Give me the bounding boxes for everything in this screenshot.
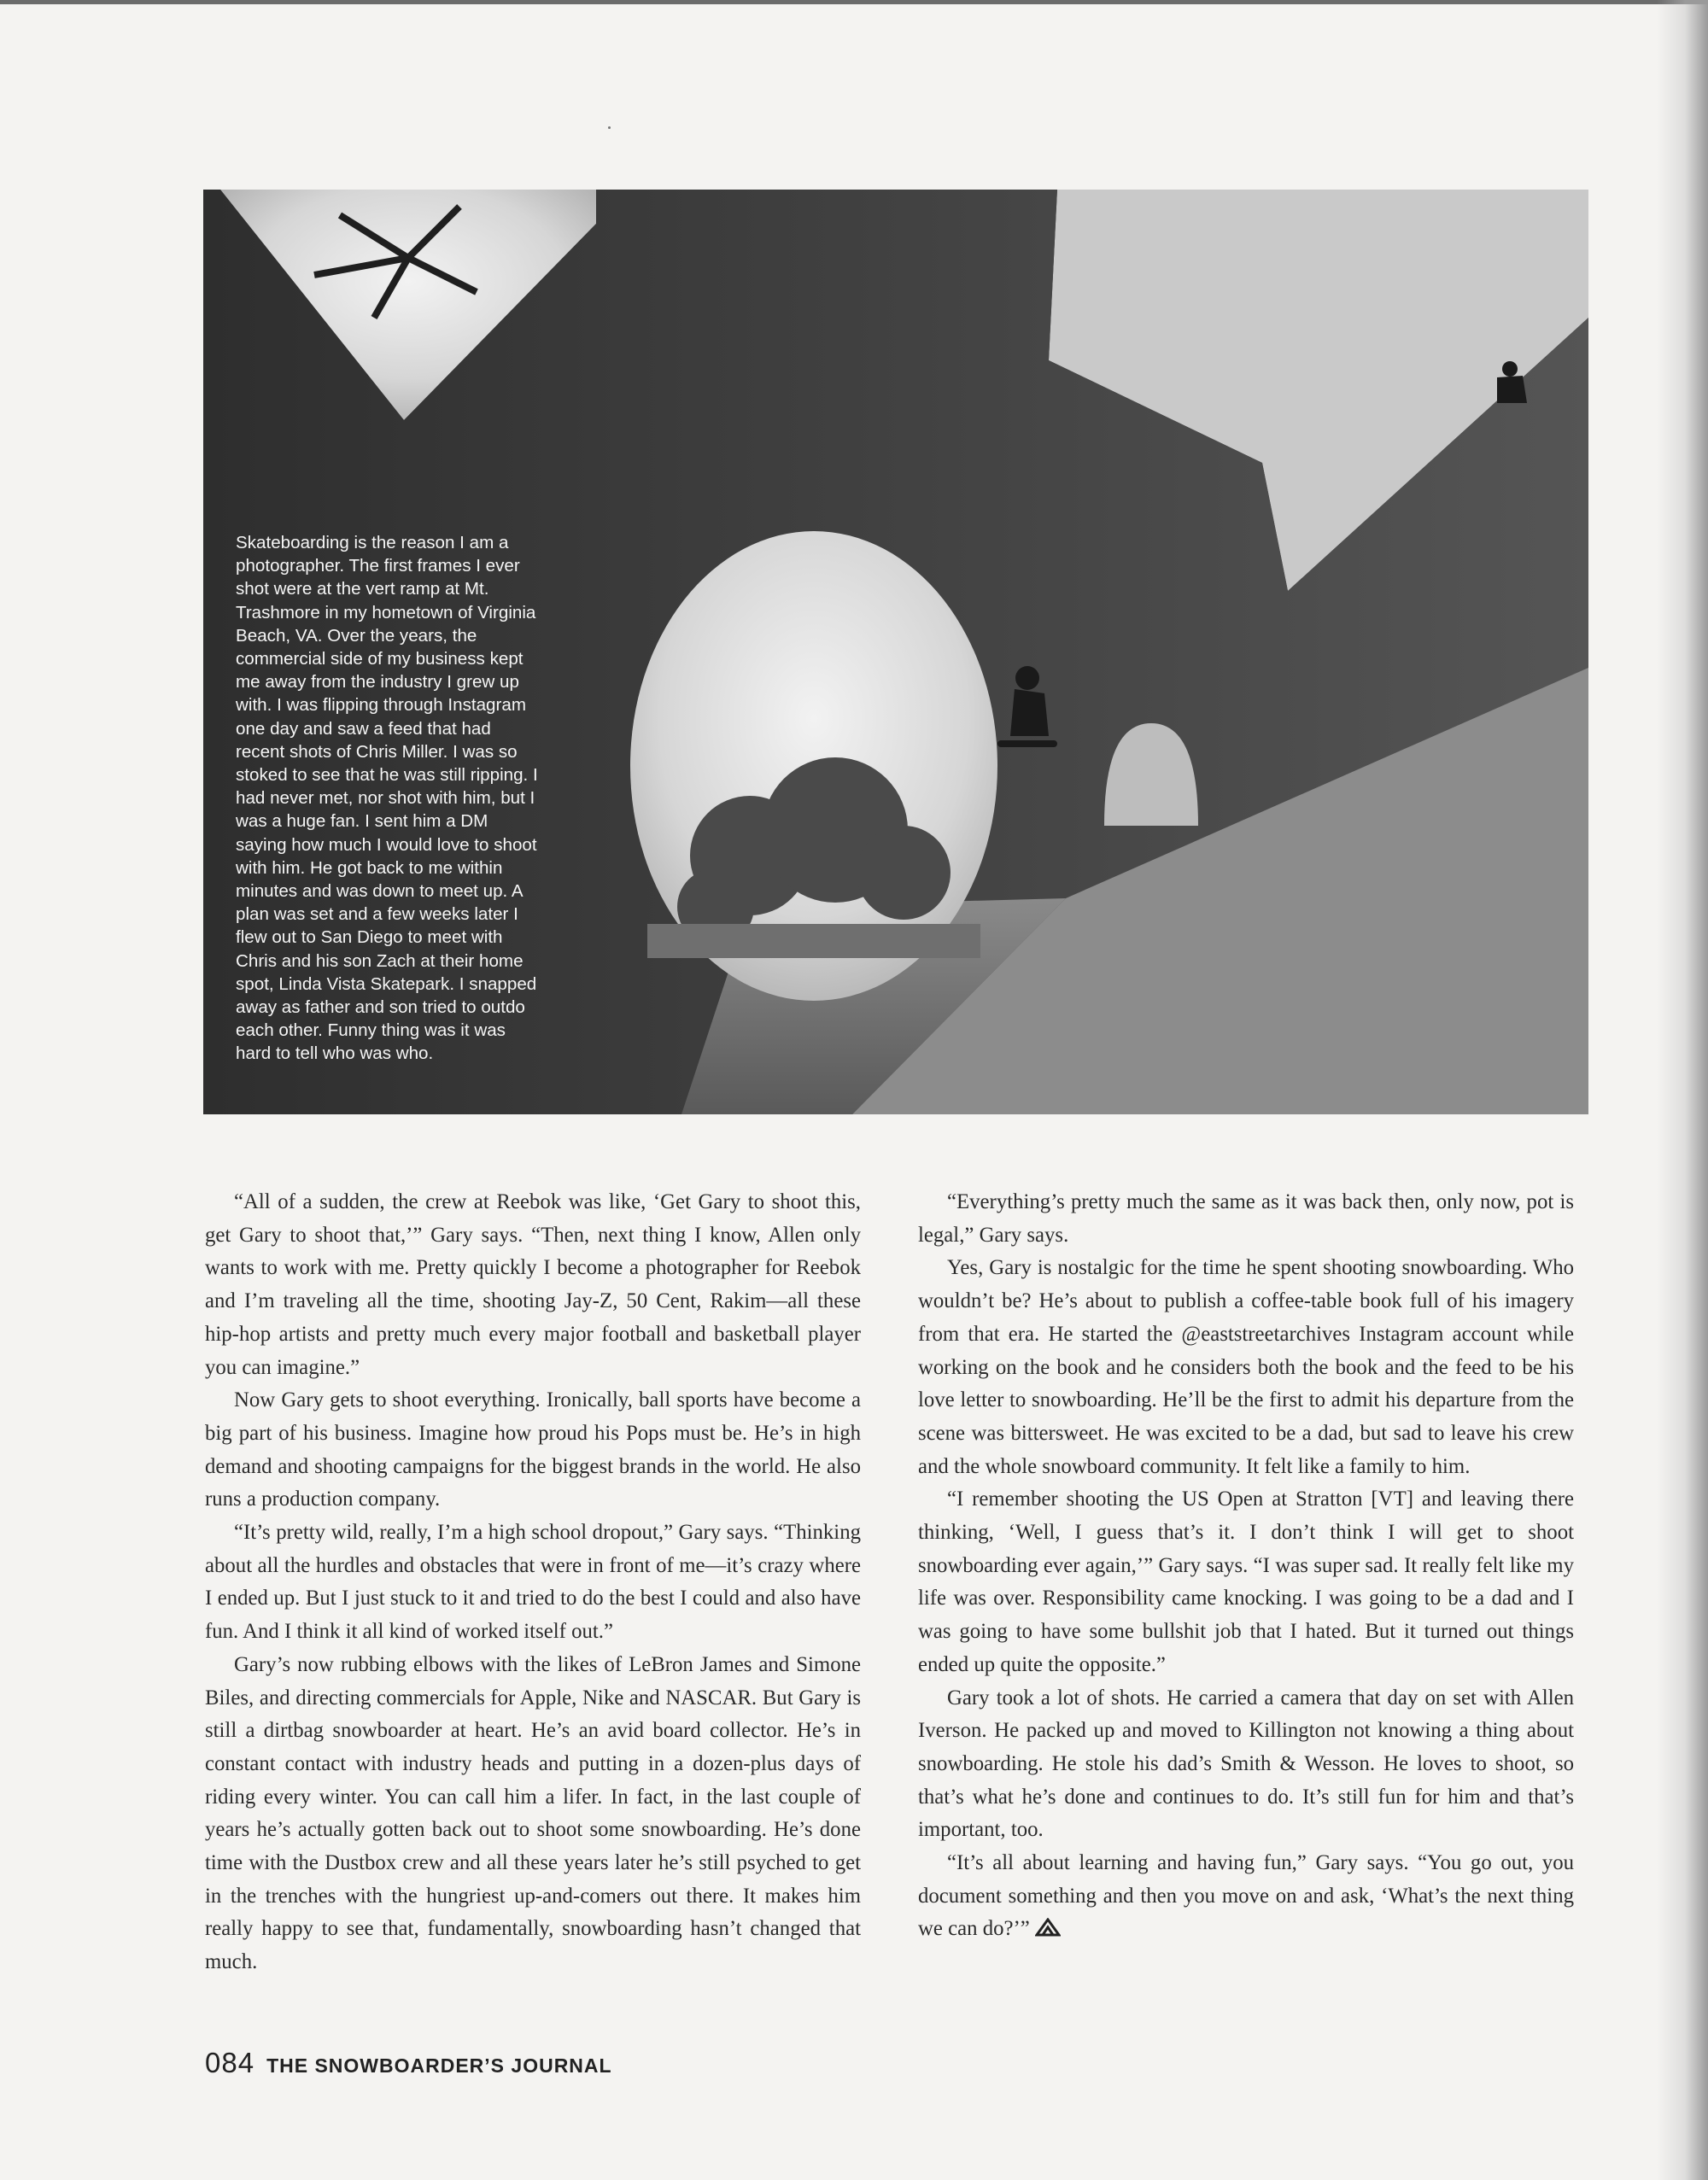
paragraph-text: “It’s all about learning and having fun,” Gary says. “You go out, you document something and then you move on and ask, ‘What’s the next thing we can do?’” [918,1851,1574,1941]
mountain-logo-icon [1035,1918,1061,1937]
photo-caption [236,531,543,1066]
paragraph: “All of a sudden, the crew at Reebok was like, ‘Get Gary to shoot this, get Gary to shoot that,’” Gary says. “Then, next thing I know, Allen only wants to work with me. Pretty quickly I become a photographer for Reebok and I’m traveling all the time, shooting Jay-Z, 50 Cent, Rakim—all these hip-hop artists and pretty much every major football and basketball player you can imagine.” [205,1190,861,1379]
paragraph: “It’s pretty wild, really, I’m a high school dropout,” Gary says. “Thinking about all the hurdles and obstacles that were in front of me—it’s crazy where I ended up. But I just stuck to it and tried to do the best I could and also have fun. And I think it all kind of worked itself out.” [205,1521,861,1644]
page-number: 084 [205,2047,255,2078]
paragraph: Yes, Gary is nostalgic for the time he spent shooting snowboarding. Who wouldn’t be? He’s about to publish a coffee-table book full of his imagery from that era. He started the @eaststreetarchives Instagram account while working on the book and he considers both the book and the feed to be his love letter to snowboarding. He’ll be the first to admit his departure from the scene was bittersweet. He was excited to be a dad, but sad to leave his crew and the whole snowboard community. It felt like a family to him. [918,1256,1574,1478]
skatepark-photo [203,190,1588,1114]
caption-text: Skateboarding is the reason I am a photographer. The first frames I ever shot were at the vert ramp at Mt. Trashmore in my hometown of Virginia Beach, VA. Over the years, the commercial side of my business kept me away from the industry I grew up with. I was flipping through Instagram one day and saw a feed that had recent shots of Chris Miller. I was so stoked to see that he was still ripping. I had never met, nor shot with him, but I was a huge fan. I sent him a DM saying how much I would love to shoot with him. He got back to me within minutes and was down to meet up. A plan was set and a few weeks later I flew out to San Diego to meet with Chris and his son Zach at their home spot, Linda Vista Skatepark. I snapped away as father and son tried to outdo each other. Funny thing was it was hard to tell who was who. [236,533,538,1064]
page-footer [205,2047,612,2079]
last-paragraph [918,1847,1574,1946]
paragraph: Gary took a lot of shots. He carried a camera that day on set with Allen Iverson. He packed up and moved to Killington not knowing a thing about snowboarding. He stole his dad’s Smith & Wesson. He loves to shoot, so that’s what he’s done and continues to do. It’s still fun for him and that’s important, too. [918,1686,1574,1842]
top-edge-rule [0,0,1708,4]
article-right-column [918,1186,1574,1946]
paragraph: Gary’s now rubbing elbows with the likes of LeBron James and Simone Biles, and directing commercials for Apple, Nike and NASCAR. But Gary is still a dirtbag snowboarder at heart. He’s an avid board collector. He’s in constant contact with industry heads and putting in a dozen-plus days of riding every winter. You can call him a lifer. In fact, in the last couple of years he’s actually gotten back out to shoot some snowboarding. He’s done time with the Dustbox crew and all these years later he’s still psyched to get in the trenches with the hungriest up-and-comers out there. It makes him really happy to see that, fundamentally, snowboarding hasn’t changed that much. [205,1652,861,1974]
print-speck [608,126,611,129]
article-left-column [205,1186,861,1979]
page-binding-shadow [1657,0,1708,2180]
magazine-name: THE SNOWBOARDER’S JOURNAL [266,2054,612,2077]
paragraph: Now Gary gets to shoot everything. Ironically, ball sports have become a big part of his business. Imagine how proud his Pops must be. He’s in high demand and shooting campaigns for the biggest brands in the world. He also runs a production company. [205,1388,861,1511]
paragraph: “Everything’s pretty much the same as it was back then, only now, pot is legal,” Gary says. [918,1190,1574,1247]
paragraph: “I remember shooting the US Open at Stratton [VT] and leaving there thinking, ‘Well, I guess that’s it. I don’t think I will get to shoot snowboarding ever again,’” Gary says. “I was super sad. It really felt like my life was over. Responsibility came knocking. I was going to be a dad and I was going to have some bullshit job that I hated. But it turned out things ended up quite the opposite.” [918,1487,1574,1676]
